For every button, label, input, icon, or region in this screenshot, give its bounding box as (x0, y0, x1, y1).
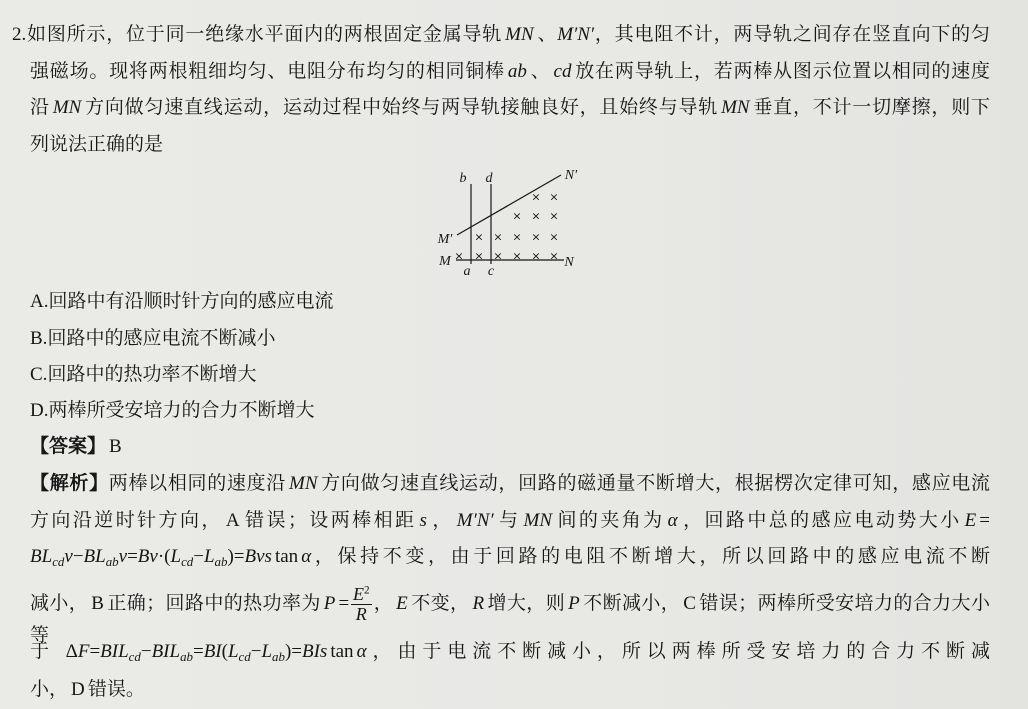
option-letter: D. (30, 400, 49, 421)
option-letter: A. (30, 291, 49, 312)
math-symbol: MN (721, 97, 750, 118)
label-a: a (463, 264, 471, 279)
math-symbol: MN (505, 24, 534, 45)
text-run: 方向做匀速直线运动，运动过程中始终与两导轨接触良好，且始终与导轨 (84, 97, 719, 118)
field-mark: × (531, 209, 541, 223)
math-symbol: v (64, 546, 73, 567)
field-mark: × (512, 209, 522, 223)
text-run: 沿 (30, 97, 50, 118)
math-symbol: v (118, 546, 128, 567)
text-run: C (683, 592, 696, 614)
text-run: 不变， (410, 592, 470, 614)
math-symbol: BIs (301, 641, 328, 662)
text-run: = (979, 510, 990, 531)
analysis-label: 【解析】 (30, 473, 109, 494)
text-run: Δ (65, 641, 78, 662)
field-mark: × (531, 230, 541, 244)
math-symbol: MN (289, 473, 318, 494)
text-run: = (89, 641, 101, 662)
text-run: D (71, 679, 85, 700)
analysis-line-1-text (109, 473, 990, 494)
label-m: M (439, 254, 451, 269)
text-run: )= (284, 641, 302, 662)
math-symbol: MN (523, 510, 553, 531)
math-symbol: ab (507, 61, 527, 82)
analysis-line-6 (30, 677, 990, 703)
field-mark: × (549, 209, 559, 223)
field-mark: × (549, 230, 559, 244)
field-mark: × (531, 190, 541, 204)
text-run: 垂直，不计一切摩擦，则下 (752, 97, 990, 118)
field-mark: × (493, 230, 503, 244)
answer-line (30, 434, 990, 460)
text-run: ( (221, 641, 228, 662)
text-run: 与 (496, 510, 521, 531)
magnetic-field-marks (454, 191, 558, 263)
fraction-denominator (351, 605, 372, 623)
field-mark: × (474, 249, 484, 263)
option-a (30, 289, 990, 315)
text-run: 方向沿逆时针方向， (30, 510, 223, 531)
label-n: N (564, 255, 574, 270)
label-n-prime: N′ (564, 168, 578, 183)
math-symbol: R (355, 604, 367, 624)
option-b (30, 326, 990, 352)
text-run: ，回路中总的感应电动势大小 (680, 510, 962, 531)
text-run: 2.如图所示，位于同一绝缘水平面内的两根固定金属导轨 (12, 24, 503, 45)
field-mark: × (512, 249, 522, 263)
text-run: 方向做匀速直线运动，回路的磁通量不断增大，根据楞次定律可知，感应电流 (320, 473, 990, 494)
text-run: 两棒以相同的速度沿 (108, 473, 286, 494)
text-run: 强磁场。现将两根粗细均匀、电阻分布均匀的相同铜棒 (30, 61, 505, 82)
analysis-line-2 (30, 508, 990, 534)
text-run: 错误；设两棒相距 (242, 510, 417, 531)
text-run: − (72, 546, 84, 567)
math-symbol: BI (203, 641, 222, 662)
label-c: c (487, 264, 495, 279)
math-symbol: 2 (363, 584, 370, 597)
analysis-line-1 (30, 471, 990, 497)
text-run: 、 (536, 24, 558, 45)
math-symbol: E (352, 584, 364, 604)
fraction-numerator (351, 586, 372, 605)
text-run: 、 (529, 61, 551, 82)
text-run: − (193, 546, 204, 567)
text-run: tan (274, 546, 299, 567)
text-run: 错误。 (87, 679, 145, 700)
text-run: = (192, 641, 204, 662)
text-run: = (338, 592, 350, 614)
text-run: tan (330, 641, 354, 662)
rail-diagram (430, 160, 590, 280)
math-symbol: cd (238, 648, 251, 664)
question-line-2 (30, 59, 990, 85)
math-symbol: R (472, 592, 485, 614)
option-d (30, 398, 990, 424)
text-run: − (250, 641, 262, 662)
math-symbol: s (419, 510, 427, 531)
label-m-prime: M′ (437, 232, 453, 247)
option-text: 回路中的热功率不断增大 (47, 364, 257, 385)
text-run: 不断减小， (582, 592, 681, 614)
analysis-line-3 (30, 544, 990, 570)
math-symbol: E (396, 592, 408, 614)
field-mark: × (474, 230, 484, 244)
text-run: 列说法正确的是 (30, 134, 164, 155)
text-run: 正确；回路中的热功率为 (106, 592, 321, 614)
math-symbol: L (170, 546, 182, 567)
math-symbol: BIL (151, 641, 181, 662)
field-mark: × (493, 249, 503, 263)
math-symbol: Bvs (244, 546, 272, 567)
math-symbol: L (261, 641, 273, 662)
math-symbol: M′N′ (456, 510, 494, 531)
field-mark: × (531, 249, 541, 263)
math-symbol: ab (214, 553, 228, 569)
option-text: 两棒所受安培力的合力不断增大 (48, 400, 315, 421)
text-run: B (91, 592, 104, 614)
math-symbol: cd (553, 61, 572, 82)
text-run: ·( (157, 546, 171, 567)
math-symbol: Bv (137, 546, 158, 567)
math-symbol: L (227, 641, 239, 662)
math-symbol: ab (105, 553, 119, 569)
math-symbol: BL (30, 546, 53, 567)
text-run: 小， (30, 679, 69, 700)
math-symbol: F (77, 641, 90, 662)
text-run: ，由于电流不断减小，所以两棒所受安培力的合力不断减 (366, 641, 990, 662)
label-b: b (459, 171, 467, 186)
text-run: 间的夹角为 (555, 510, 665, 531)
math-symbol: α (356, 641, 367, 662)
field-mark: × (549, 190, 559, 204)
option-letter: B. (30, 328, 48, 349)
math-symbol: cd (181, 553, 194, 569)
math-symbol: BIL (100, 641, 129, 662)
math-symbol: α (667, 510, 678, 531)
fraction (351, 586, 372, 623)
option-c (30, 362, 990, 388)
text-run: ，保持不变，由于回路的电阻不断增大，所以回路中的感应电流不断 (311, 546, 990, 567)
text-run: 错误；两棒所受安培力的合力大小等 (30, 592, 990, 646)
answer-label: 【答案】 (30, 436, 107, 457)
text-run: ， (429, 510, 454, 531)
math-symbol: P (568, 592, 580, 614)
text-run: 增大，则 (487, 592, 566, 614)
option-letter: C. (30, 364, 48, 385)
answer-value: B (109, 436, 122, 457)
math-symbol: L (203, 546, 215, 567)
field-mark: × (549, 249, 559, 263)
field-mark: × (454, 249, 464, 263)
text-run: 放在两导轨上，若两棒从图示位置以相同的速度 (574, 61, 990, 82)
text-run: 减小， (30, 592, 89, 614)
text-run: )= (227, 546, 245, 567)
text-run: 于 (30, 641, 66, 662)
math-symbol: cd (128, 648, 141, 664)
text-run: − (140, 641, 152, 662)
question-line-1 (12, 22, 990, 48)
math-symbol: E (964, 510, 977, 531)
analysis-line-5 (30, 639, 990, 665)
question-line-3 (30, 95, 990, 121)
text-run: = (127, 546, 138, 567)
option-text: 回路中的感应电流不断减小 (47, 328, 276, 349)
math-symbol: P (323, 592, 336, 614)
math-symbol: α (301, 546, 312, 567)
option-text: 回路中有沿顺时针方向的感应电流 (48, 291, 334, 312)
question-line-4 (30, 132, 990, 158)
text-run: ，其电阻不计，两导轨之间存在竖直向下的匀 (594, 24, 990, 45)
label-d: d (485, 171, 493, 186)
rail-m-prime-n-prime (457, 175, 561, 235)
math-symbol: MN (52, 97, 82, 118)
field-mark: × (512, 230, 522, 244)
math-symbol: ab (272, 648, 285, 664)
math-symbol: cd (52, 553, 65, 569)
math-symbol: ab (180, 648, 193, 664)
math-symbol: BL (83, 546, 106, 567)
text-run: ， (373, 592, 394, 614)
math-symbol: M′N′ (557, 24, 595, 45)
text-run: A (225, 510, 240, 531)
